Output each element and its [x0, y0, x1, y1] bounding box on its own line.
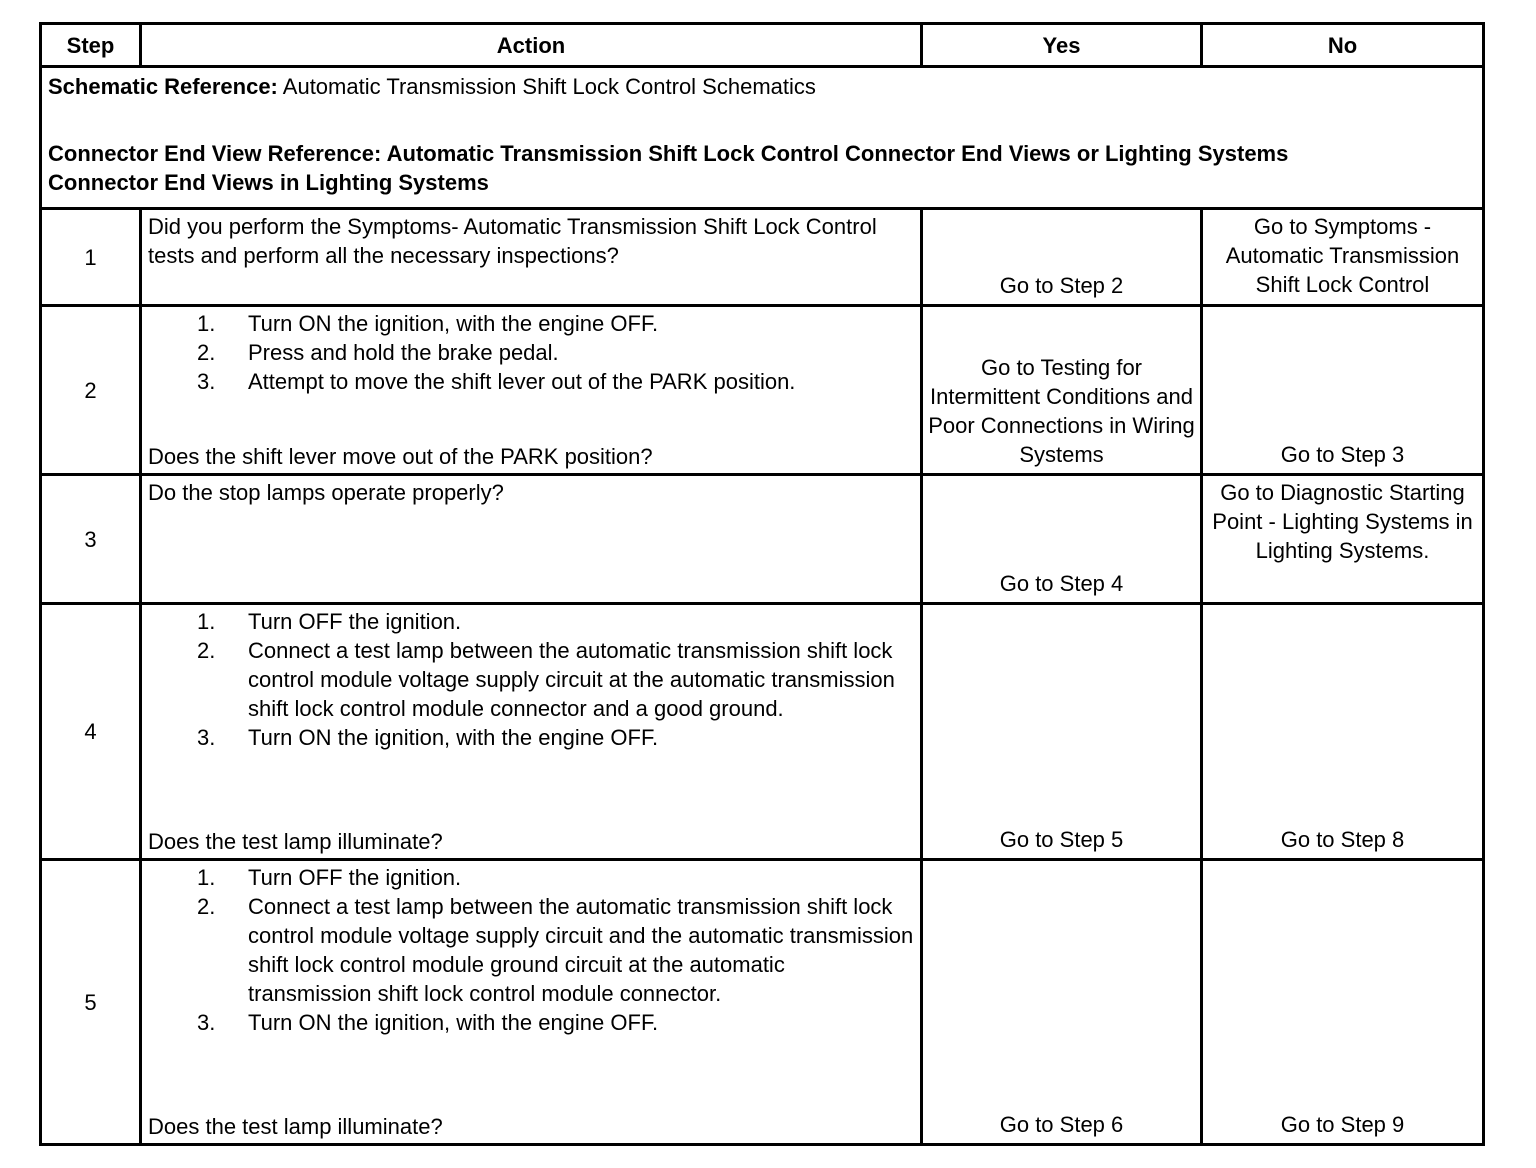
substep: 3. Turn ON the ignition, with the engine OFF. [197, 1010, 659, 1035]
no-cell[interactable]: Go to Step 9 [1202, 860, 1484, 1145]
step-number: 3 [41, 475, 141, 604]
header-no: No [1202, 24, 1484, 67]
no-cell[interactable]: Go to Diagnostic Starting Point - Lighting Systems in Lighting Systems. [1202, 475, 1484, 604]
action-question: Does the test lamp illuminate? [148, 1114, 443, 1139]
substep: 1. Turn OFF the ignition. [197, 609, 462, 634]
no-cell[interactable]: Go to Step 3 [1202, 306, 1484, 475]
substep: 2. Connect a test lamp between the automatic transmission shift lock control module voltage supply circuit and the automatic transmission shift lock control module ground circuit at the automatic transmission shift lock control module connector. [197, 894, 914, 1006]
no-cell[interactable]: Go to Step 8 [1202, 604, 1484, 860]
substep-list [148, 863, 914, 1037]
step-number: 4 [41, 604, 141, 860]
reference-cell [41, 67, 1484, 209]
substep: 3. Attempt to move the shift lever out of the PARK position. [197, 369, 796, 394]
table-row [41, 475, 1484, 604]
table-row [41, 604, 1484, 860]
action-cell [141, 209, 922, 306]
yes-cell[interactable]: Go to Testing for Intermittent Conditions and Poor Connections in Wiring Systems [922, 306, 1202, 475]
substep: 1. Turn ON the ignition, with the engine OFF. [197, 311, 659, 336]
table-row [41, 209, 1484, 306]
action-text: Do the stop lamps operate properly? [148, 480, 504, 505]
connector-reference-line2[interactable]: Connector End Views in Lighting Systems [48, 170, 489, 195]
table-row [41, 860, 1484, 1145]
action-text: Did you perform the Symptoms- Automatic Transmission Shift Lock Control tests and perform all the necessary inspections? [148, 214, 877, 268]
connector-reference-line1[interactable]: Connector End View Reference: Automatic Transmission Shift Lock Control Connector End Views or Lighting Systems [48, 141, 1289, 166]
header-action: Action [141, 24, 922, 67]
table-row [41, 306, 1484, 475]
yes-cell[interactable]: Go to Step 2 [922, 209, 1202, 306]
action-question: Does the test lamp illuminate? [148, 829, 443, 854]
diagnostic-table [39, 22, 1485, 1146]
reference-row [41, 67, 1484, 209]
schematic-reference-link[interactable]: Automatic Transmission Shift Lock Control Schematics [277, 74, 816, 99]
yes-cell[interactable]: Go to Step 4 [922, 475, 1202, 604]
action-cell [141, 306, 922, 475]
step-number: 5 [41, 860, 141, 1145]
yes-cell[interactable]: Go to Step 5 [922, 604, 1202, 860]
schematic-reference-label: Schematic Reference: [48, 74, 278, 99]
substep-list [148, 607, 914, 752]
substep-list [148, 309, 914, 396]
action-cell [141, 860, 922, 1145]
header-row [41, 24, 1484, 67]
substep: 2. Press and hold the brake pedal. [197, 340, 559, 365]
yes-cell[interactable]: Go to Step 6 [922, 860, 1202, 1145]
schematic-reference [48, 72, 1476, 101]
substep: 2. Connect a test lamp between the automatic transmission shift lock control module voltage supply circuit at the automatic transmission shift lock control module connector and a good ground. [197, 638, 895, 721]
action-cell [141, 604, 922, 860]
header-step: Step [41, 24, 141, 67]
substep: 3. Turn ON the ignition, with the engine OFF. [197, 725, 659, 750]
header-yes: Yes [922, 24, 1202, 67]
substep: 1. Turn OFF the ignition. [197, 865, 462, 890]
action-question: Does the shift lever move out of the PARK position? [148, 444, 653, 469]
action-cell [141, 475, 922, 604]
step-number: 1 [41, 209, 141, 306]
no-cell[interactable]: Go to Symptoms - Automatic Transmission Shift Lock Control [1202, 209, 1484, 306]
step-number: 2 [41, 306, 141, 475]
